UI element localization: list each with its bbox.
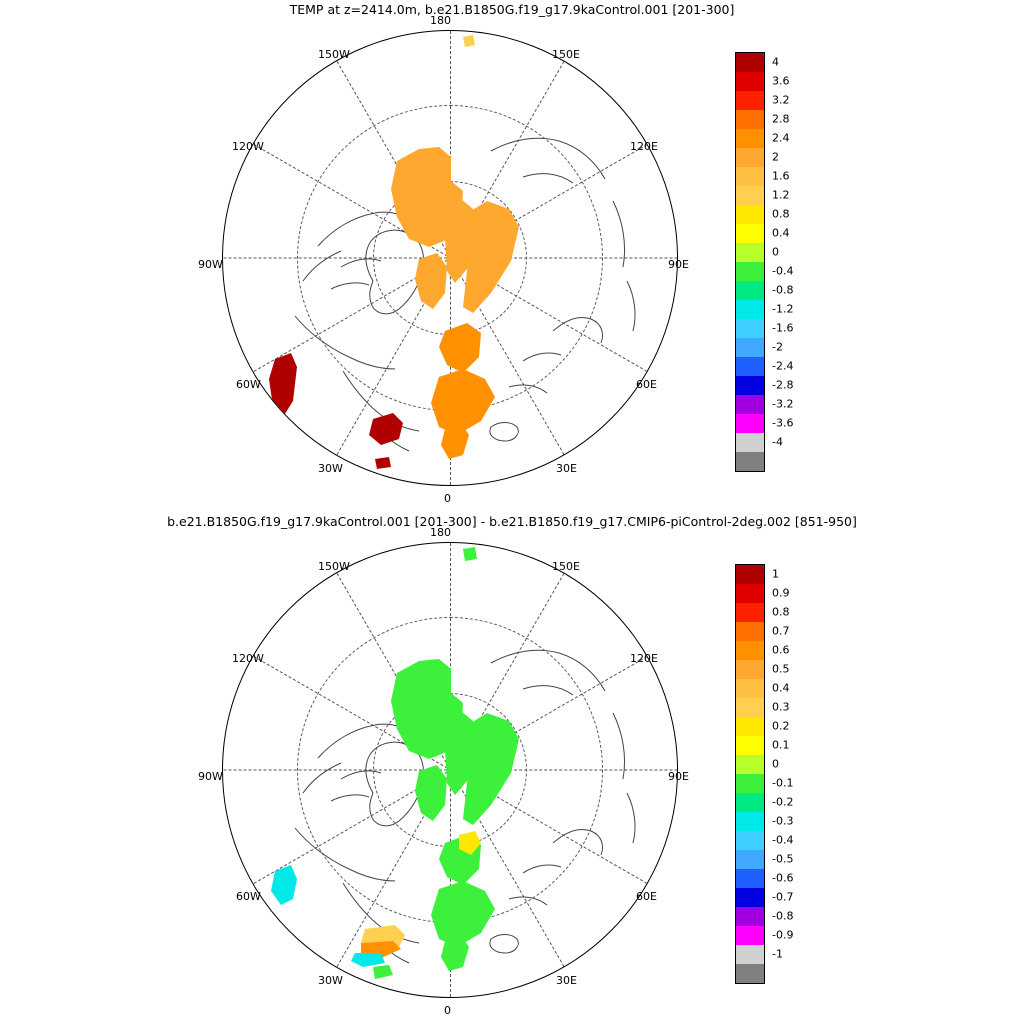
colorbar-segment xyxy=(736,205,764,224)
colorbar-segment xyxy=(736,660,764,679)
colorbar-segment xyxy=(736,774,764,793)
lon-label-60W-top: 60W xyxy=(236,378,261,391)
colorbar-segment xyxy=(736,186,764,205)
colorbar-tick-label: 0.8 xyxy=(772,605,790,618)
lon-label-0-bottom: 0 xyxy=(444,1004,451,1017)
colorbar-segment xyxy=(736,224,764,243)
colorbar-tick-label: 0.3 xyxy=(772,700,790,713)
lon-label-120E-bottom: 120E xyxy=(630,652,658,665)
colorbar-tick-label: -2.8 xyxy=(772,378,794,391)
lon-label-30E-bottom: 30E xyxy=(556,974,577,987)
colorbar-segment xyxy=(736,831,764,850)
colorbar-tick-label: 3.2 xyxy=(772,93,790,106)
globe-outline-top xyxy=(222,30,678,486)
lon-label-180-top: 180 xyxy=(430,14,451,27)
colorbar-tick-label: 0.9 xyxy=(772,586,790,599)
lon-label-90E-top: 90E xyxy=(668,258,689,271)
lon-label-120E-top: 120E xyxy=(630,140,658,153)
lon-label-60W-bottom: 60W xyxy=(236,890,261,903)
colorbar-segment xyxy=(736,907,764,926)
lon-label-150W-bottom: 150W xyxy=(318,560,350,573)
lon-label-180-bottom: 180 xyxy=(430,526,451,539)
colorbar-tick-label: 3.6 xyxy=(772,74,790,87)
colorbar-tick-label: -0.3 xyxy=(772,814,794,827)
data-patches-top xyxy=(223,31,678,486)
globe-outline-bottom xyxy=(222,542,678,998)
colorbar-segment xyxy=(736,869,764,888)
colorbar-tick-label: -0.2 xyxy=(772,795,794,808)
colorbar-segment xyxy=(736,641,764,660)
colorbar-segment xyxy=(736,395,764,414)
panel-bottom xyxy=(0,512,1024,1024)
colorbar-segment xyxy=(736,72,764,91)
colorbar-segment xyxy=(736,698,764,717)
colorbar-tick-label: 0.2 xyxy=(772,719,790,732)
colorbar-segment xyxy=(736,433,764,452)
colorbar-tick-label: 0.4 xyxy=(772,681,790,694)
colorbar-tick-label: 4 xyxy=(772,55,779,68)
colorbar-segment xyxy=(736,129,764,148)
colorbar-tick-label: 0.8 xyxy=(772,207,790,220)
colorbar-top xyxy=(735,52,765,472)
colorbar-tick-label: -1 xyxy=(772,947,783,960)
colorbar-segment xyxy=(736,167,764,186)
map-top xyxy=(198,14,689,505)
colorbar-segment xyxy=(736,926,764,945)
colorbar-bottom-ticks xyxy=(772,564,842,984)
colorbar-tick-label: -1.2 xyxy=(772,302,794,315)
colorbar-segment xyxy=(736,357,764,376)
colorbar-segment xyxy=(736,319,764,338)
colorbar-segment xyxy=(736,53,764,72)
colorbar-segment xyxy=(736,850,764,869)
colorbar-tick-label: 1.2 xyxy=(772,188,790,201)
colorbar-tick-label: 0.1 xyxy=(772,738,790,751)
colorbar-tick-label: -0.4 xyxy=(772,264,794,277)
colorbar-tick-label: -0.8 xyxy=(772,283,794,296)
colorbar-tick-label: 0.4 xyxy=(772,226,790,239)
colorbar-bottom xyxy=(735,564,765,984)
colorbar-segment xyxy=(736,338,764,357)
colorbar-tick-label: -0.1 xyxy=(772,776,794,789)
colorbar-tick-label: 2.8 xyxy=(772,112,790,125)
colorbar-tick-label: 1 xyxy=(772,567,779,580)
colorbar-segment xyxy=(736,91,764,110)
colorbar-tick-label: 0.6 xyxy=(772,643,790,656)
lon-label-90W-bottom: 90W xyxy=(198,770,223,783)
colorbar-segment xyxy=(736,622,764,641)
colorbar-tick-label: 1.6 xyxy=(772,169,790,182)
colorbar-segment xyxy=(736,565,764,584)
lon-label-90E-bottom: 90E xyxy=(668,770,689,783)
colorbar-tick-label: -0.8 xyxy=(772,909,794,922)
map-bottom xyxy=(198,526,689,1017)
colorbar-segment xyxy=(736,584,764,603)
colorbar-segment xyxy=(736,148,764,167)
colorbar-segment xyxy=(736,376,764,395)
colorbar-tick-label: 2 xyxy=(772,150,779,163)
colorbar-tick-label: 0 xyxy=(772,757,779,770)
data-patches-bottom xyxy=(223,543,678,998)
colorbar-segment xyxy=(736,888,764,907)
lon-label-150E-top: 150E xyxy=(552,48,580,61)
panel-bottom-title: b.e21.B1850G.f19_g17.9kaControl.001 [201-300] - b.e21.B1850.f19_g17.CMIP6-piControl-2deg.002 [851-950] xyxy=(167,514,857,529)
colorbar-tick-label: 0.5 xyxy=(772,662,790,675)
colorbar-segment xyxy=(736,945,764,964)
lon-label-150E-bottom: 150E xyxy=(552,560,580,573)
lon-label-120W-top: 120W xyxy=(232,140,264,153)
lon-label-150W-top: 150W xyxy=(318,48,350,61)
colorbar-tick-label: -0.4 xyxy=(772,833,794,846)
lon-label-30E-top: 30E xyxy=(556,462,577,475)
colorbar-tick-label: 2.4 xyxy=(772,131,790,144)
colorbar-segment xyxy=(736,243,764,262)
colorbar-tick-label: -0.7 xyxy=(772,890,794,903)
colorbar-segment xyxy=(736,300,764,319)
colorbar-tick-label: -2 xyxy=(772,340,783,353)
lon-label-30W-top: 30W xyxy=(318,462,343,475)
colorbar-segment xyxy=(736,964,764,983)
colorbar-segment xyxy=(736,414,764,433)
colorbar-segment xyxy=(736,812,764,831)
lon-label-90W-top: 90W xyxy=(198,258,223,271)
colorbar-segment xyxy=(736,603,764,622)
colorbar-tick-label: -4 xyxy=(772,435,783,448)
colorbar-segment xyxy=(736,736,764,755)
lon-label-0-top: 0 xyxy=(444,492,451,505)
colorbar-segment xyxy=(736,281,764,300)
colorbar-top-ticks xyxy=(772,52,842,472)
colorbar-tick-label: -3.6 xyxy=(772,416,794,429)
colorbar-segment xyxy=(736,717,764,736)
panel-top-title: TEMP at z=2414.0m, b.e21.B1850G.f19_g17.9kaControl.001 [201-300] xyxy=(289,2,735,17)
colorbar-segment xyxy=(736,793,764,812)
colorbar-segment xyxy=(736,452,764,471)
lon-label-30W-bottom: 30W xyxy=(318,974,343,987)
colorbar-segment xyxy=(736,679,764,698)
colorbar-tick-label: 0.7 xyxy=(772,624,790,637)
colorbar-tick-label: -2.4 xyxy=(772,359,794,372)
colorbar-tick-label: -0.6 xyxy=(772,871,794,884)
colorbar-tick-label: -0.9 xyxy=(772,928,794,941)
colorbar-tick-label: -1.6 xyxy=(772,321,794,334)
colorbar-segment xyxy=(736,755,764,774)
colorbar-tick-label: -0.5 xyxy=(772,852,794,865)
colorbar-segment xyxy=(736,262,764,281)
lon-label-60E-bottom: 60E xyxy=(636,890,657,903)
colorbar-segment xyxy=(736,110,764,129)
lon-label-120W-bottom: 120W xyxy=(232,652,264,665)
colorbar-tick-label: 0 xyxy=(772,245,779,258)
lon-label-60E-top: 60E xyxy=(636,378,657,391)
colorbar-tick-label: -3.2 xyxy=(772,397,794,410)
